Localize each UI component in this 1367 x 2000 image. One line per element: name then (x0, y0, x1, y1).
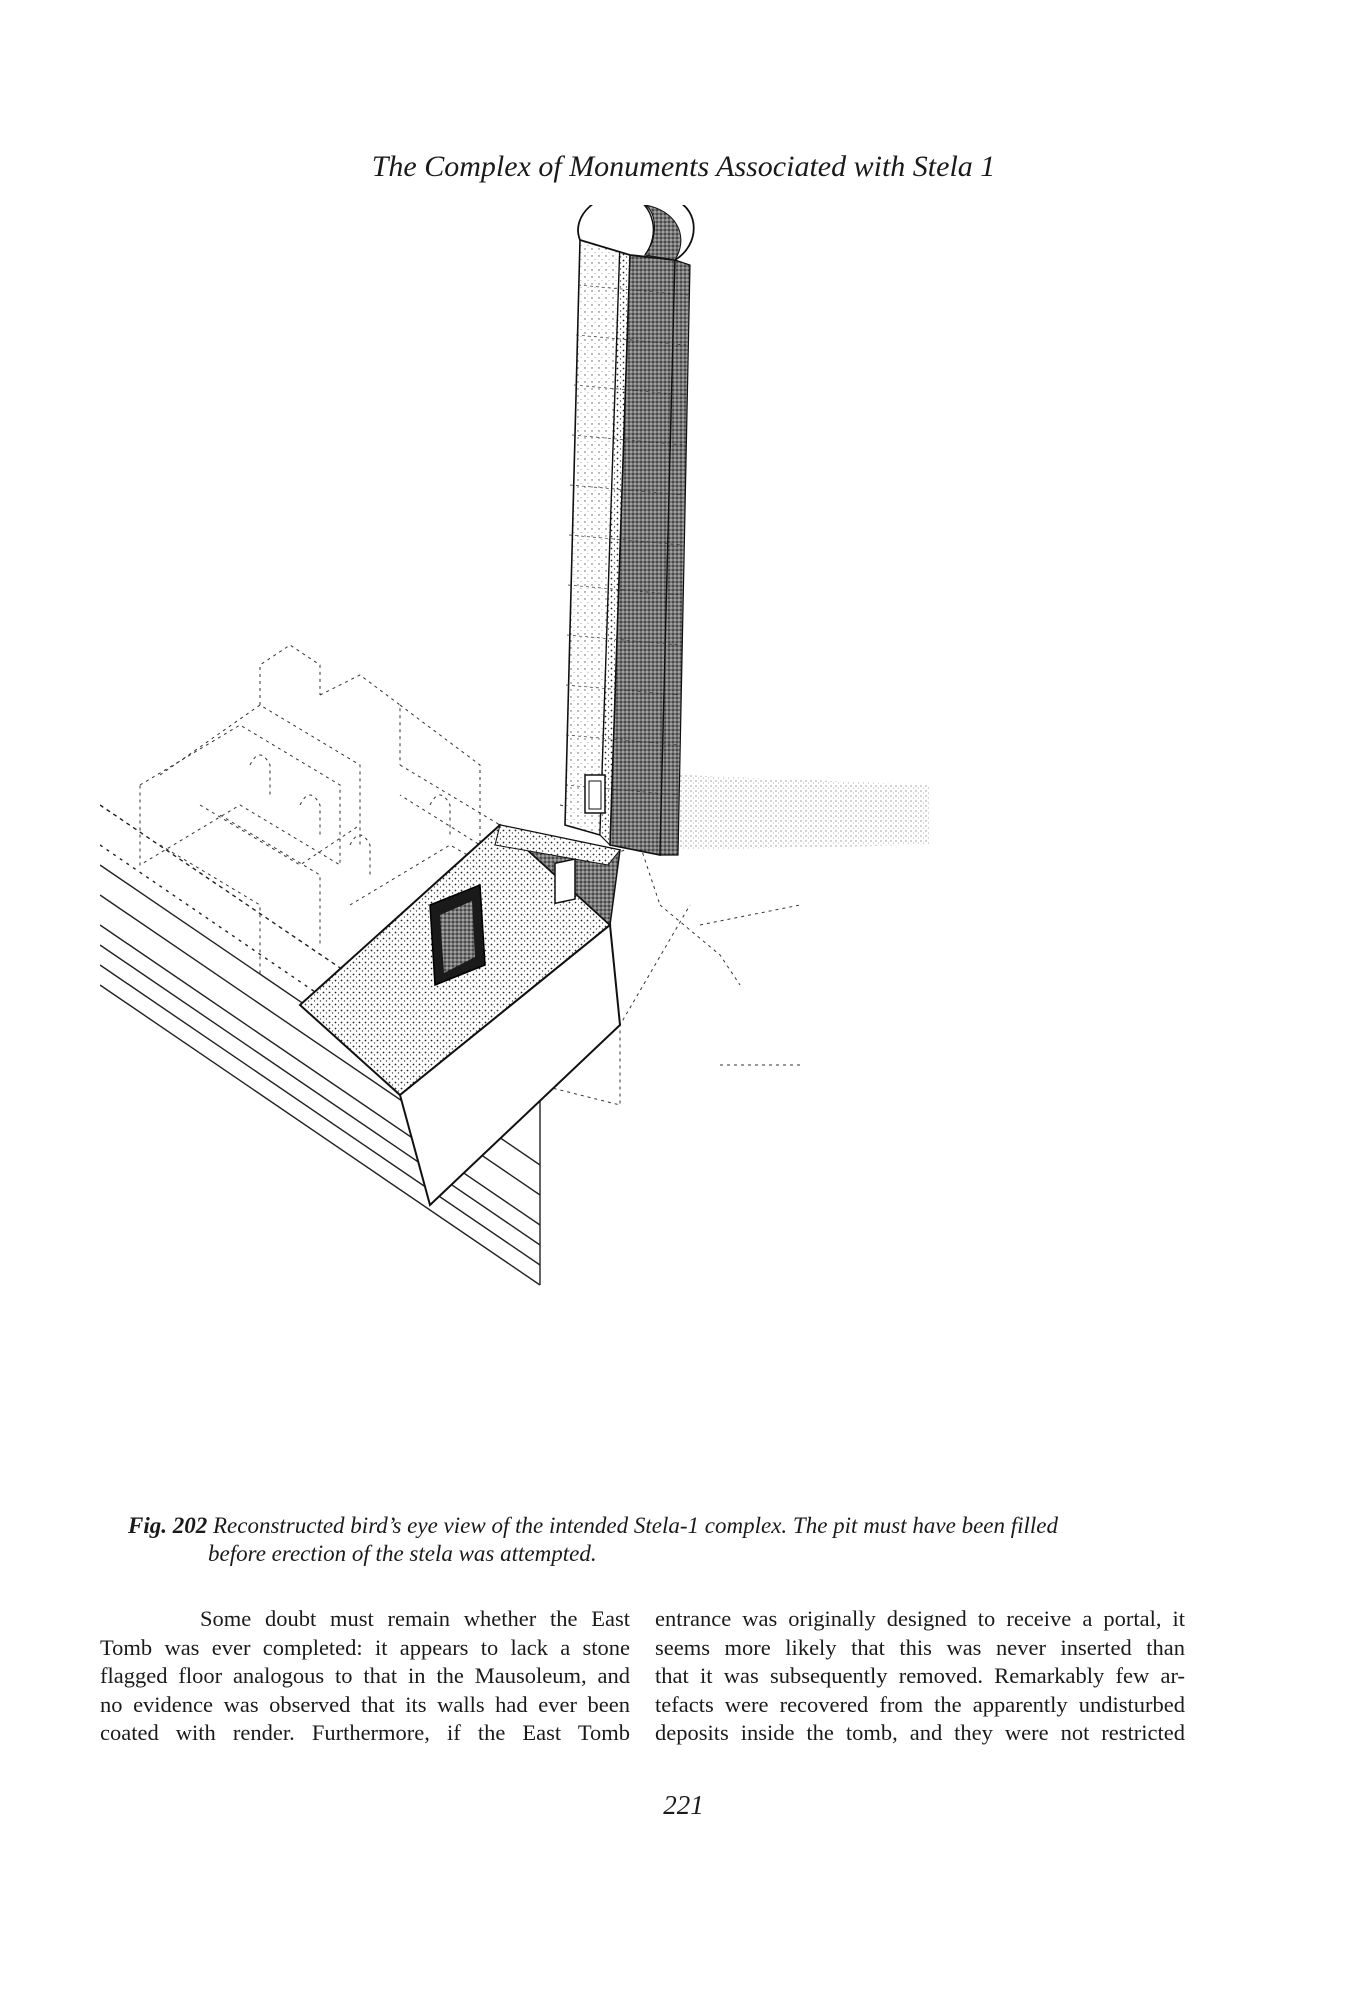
text-line: that it was subsequently removed. Remarkably few ar- (655, 1663, 1185, 1689)
text-line: no evidence was observed that its walls had ever been (100, 1691, 630, 1717)
text-line: Tomb was ever completed: it appears to lack a stone (100, 1634, 630, 1660)
text-line: flagged floor analogous to that in the Mausoleum, and (100, 1663, 630, 1689)
figure-label: Fig. 202 (128, 1513, 208, 1538)
text-line: entrance was originally designed to receive a portal, it (655, 1606, 1185, 1631)
running-head: The Complex of Monuments Associated with Stela 1 (371, 150, 996, 183)
body-text-left-column (100, 1605, 630, 1748)
caption-line-1: Reconstructed bird’s eye view of the intended Stela-1 complex. The pit must have been filled (212, 1513, 1058, 1538)
text-line: seems more likely that this was never inserted than (655, 1634, 1185, 1660)
page-number: 221 (663, 1790, 704, 1820)
text-line: Some doubt must remain whether the East (200, 1606, 630, 1631)
body-text-right-column (655, 1605, 1185, 1748)
figure-caption (128, 1512, 1128, 1568)
text-line: coated with render. Furthermore, if the East Tomb (100, 1720, 630, 1746)
caption-line-2: before erection of the stela was attempted. (208, 1541, 597, 1566)
text-line: tefacts were recovered from the apparently undisturbed (655, 1691, 1185, 1717)
text-line: deposits inside the tomb, and they were not restricted (655, 1720, 1185, 1746)
stela-shadow (660, 775, 930, 850)
figure-stela-complex-drawing (100, 205, 1190, 1485)
stela-monument (565, 205, 694, 855)
east-tomb-pit (300, 825, 620, 1205)
